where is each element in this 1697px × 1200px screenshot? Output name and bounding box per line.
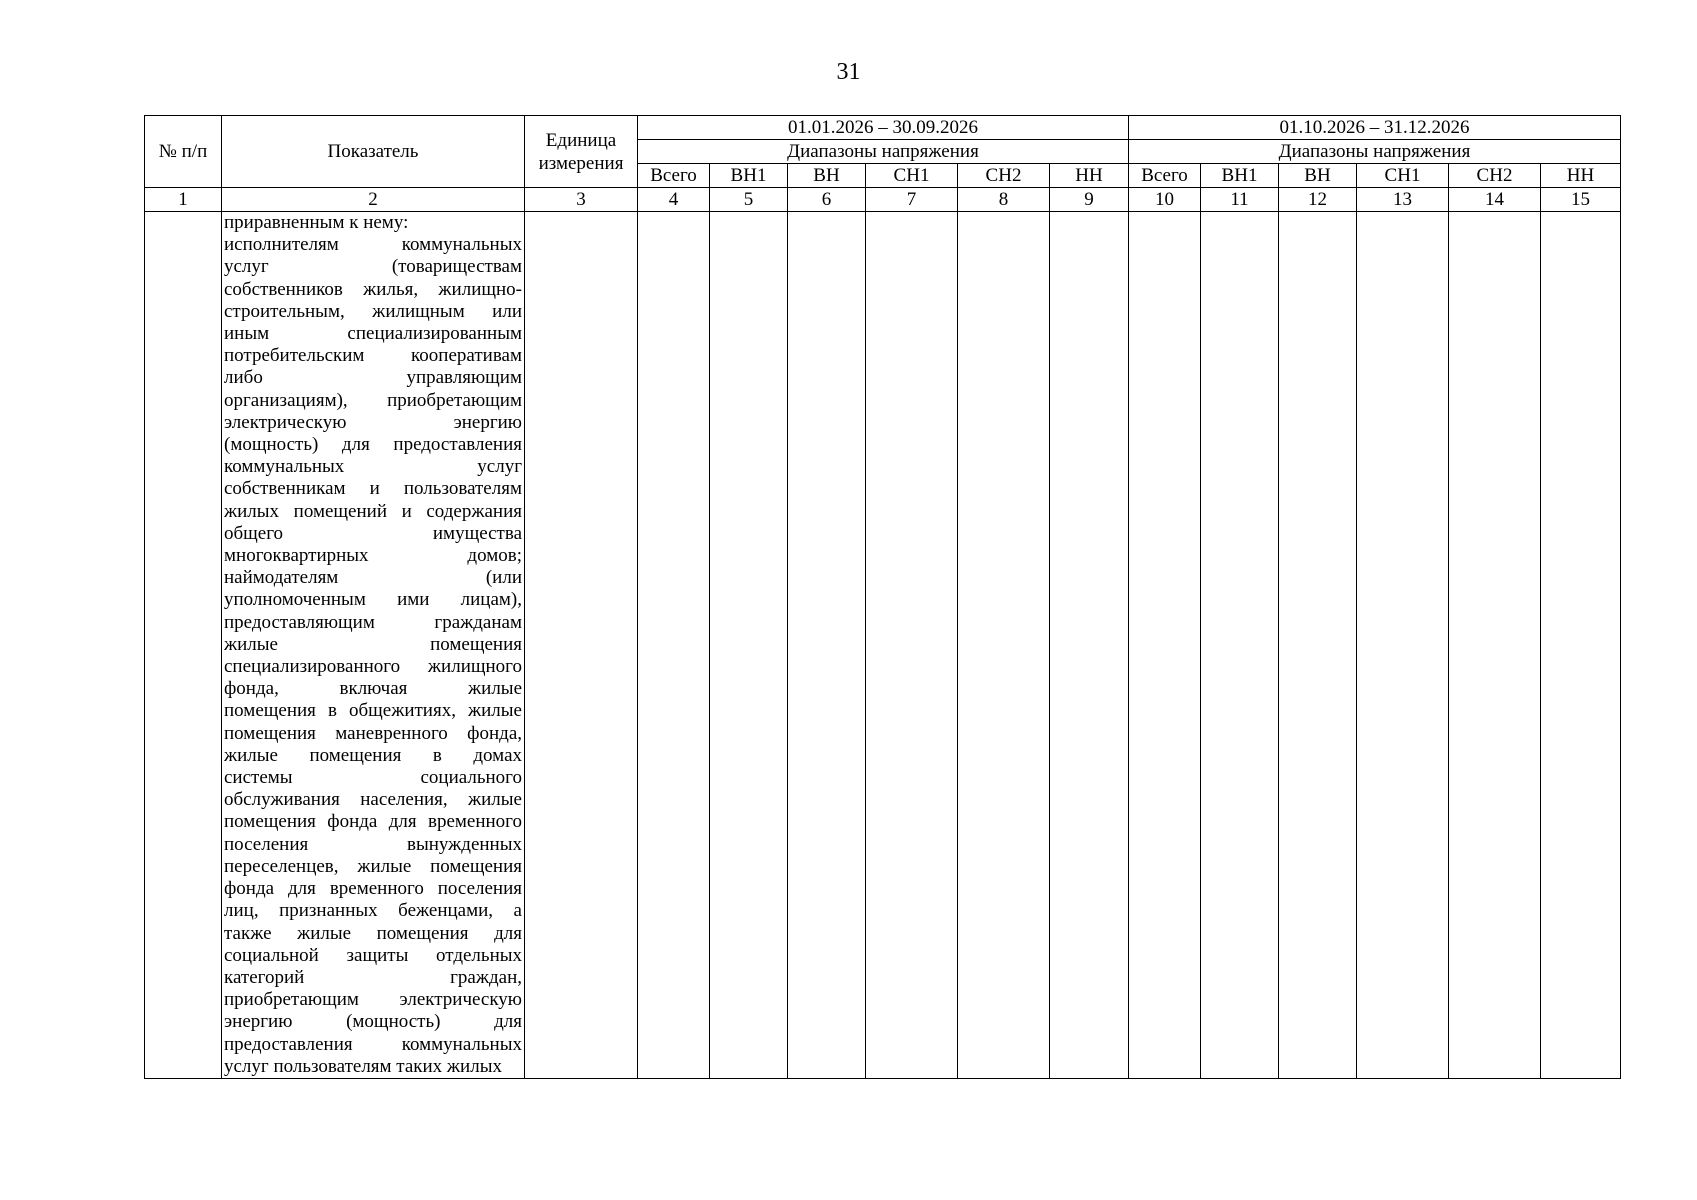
body-cell xyxy=(710,212,788,1079)
body-cell xyxy=(638,212,710,1079)
body-cell xyxy=(1201,212,1279,1079)
body-cell xyxy=(1129,212,1201,1079)
body-cell xyxy=(788,212,866,1079)
indicator-text-line: предоставляющим гражданам xyxy=(224,611,522,633)
indicator-text-line: жилые помещения xyxy=(224,633,522,655)
column-number-14: 14 xyxy=(1449,188,1541,212)
indicator-text-line: потребительским кооперативам xyxy=(224,345,522,367)
header-indicator: Показатель xyxy=(222,116,525,188)
indicator-text-line: строительным, жилищным или xyxy=(224,300,522,322)
body-cell-unit xyxy=(525,212,638,1079)
indicator-text-line: обслуживания населения, жилые xyxy=(224,789,522,811)
header-range-1-3: ВН xyxy=(788,164,866,188)
column-number-8: 8 xyxy=(958,188,1050,212)
header-ranges-1: Диапазоны напряжения xyxy=(638,140,1129,164)
header-unit: Единица измерения xyxy=(525,116,638,188)
header-range-1-6: НН xyxy=(1050,164,1129,188)
header-range-1-5: СН2 xyxy=(958,164,1050,188)
column-number-3: 3 xyxy=(525,188,638,212)
column-number-4: 4 xyxy=(638,188,710,212)
column-number-12: 12 xyxy=(1279,188,1357,212)
indicator-text-line: организациям), приобретающим xyxy=(224,389,522,411)
indicator-text-line: фонда для временного поселения xyxy=(224,878,522,900)
body-cell-indicator xyxy=(222,212,525,1079)
column-number-10: 10 xyxy=(1129,188,1201,212)
header-ranges-2: Диапазоны напряжения xyxy=(1129,140,1621,164)
indicator-text-line: либо управляющим xyxy=(224,367,522,389)
indicator-text-line: собственников жилья, жилищно- xyxy=(224,278,522,300)
indicator-text-line: жилых помещений и содержания xyxy=(224,500,522,522)
indicator-text-line: жилые помещения в домах xyxy=(224,744,522,766)
header-period-1: 01.01.2026 – 30.09.2026 xyxy=(638,116,1129,140)
indicator-text-line: предоставления коммунальных xyxy=(224,1033,522,1055)
header-range-1-4: СН1 xyxy=(866,164,958,188)
indicator-text-line: переселенцев, жилые помещения xyxy=(224,855,522,877)
column-number-6: 6 xyxy=(788,188,866,212)
indicator-text-line: собственникам и пользователям xyxy=(224,478,522,500)
indicator-text-line: наймодателям (или xyxy=(224,567,522,589)
indicator-text-line: социальной защиты отдельных xyxy=(224,944,522,966)
column-number-7: 7 xyxy=(866,188,958,212)
indicator-text-line: помещения фонда для временного xyxy=(224,811,522,833)
header-range-2-1: Всего xyxy=(1129,164,1201,188)
body-cell xyxy=(1279,212,1357,1079)
indicator-text-line: приобретающим электрическую xyxy=(224,989,522,1011)
indicator-text-line: услуг (товариществам xyxy=(224,256,522,278)
page-number: 31 xyxy=(836,59,861,85)
indicator-text-line: лиц, признанных беженцами, а xyxy=(224,900,522,922)
body-cell xyxy=(1357,212,1449,1079)
indicator-text-line: многоквартирных домов; xyxy=(224,545,522,567)
header-range-1-2: ВН1 xyxy=(710,164,788,188)
column-number-2: 2 xyxy=(222,188,525,212)
indicator-text-line: коммунальных услуг xyxy=(224,456,522,478)
header-range-2-6: НН xyxy=(1541,164,1621,188)
column-number-5: 5 xyxy=(710,188,788,212)
indicator-text-line: исполнителям коммунальных xyxy=(224,234,522,256)
indicator-text-line: фонда, включая жилые xyxy=(224,678,522,700)
indicator-text-line: поселения вынужденных xyxy=(224,833,522,855)
body-cell xyxy=(1449,212,1541,1079)
header-range-2-5: СН2 xyxy=(1449,164,1541,188)
indicator-text-line: также жилые помещения для xyxy=(224,922,522,944)
indicator-text-line: услуг пользователям таких жилых xyxy=(224,1055,502,1077)
indicator-text-line: (мощность) для предоставления xyxy=(224,434,522,456)
column-number-1: 1 xyxy=(145,188,222,212)
body-cell xyxy=(1050,212,1129,1079)
header-range-2-2: ВН1 xyxy=(1201,164,1279,188)
indicator-text-line: системы социального xyxy=(224,767,522,789)
indicator-text-line: категорий граждан, xyxy=(224,966,522,988)
body-cell xyxy=(866,212,958,1079)
indicator-text-line: энергию (мощность) для xyxy=(224,1011,522,1033)
body-cell-num xyxy=(145,212,222,1079)
indicator-text-line: иным специализированным xyxy=(224,323,522,345)
body-cell xyxy=(1541,212,1621,1079)
data-table xyxy=(144,115,1621,1079)
indicator-text-line: общего имущества xyxy=(224,522,522,544)
indicator-text-line: помещения маневренного фонда, xyxy=(224,722,522,744)
indicator-text-line: приравненным к нему: xyxy=(224,212,409,233)
header-period-2: 01.10.2026 – 31.12.2026 xyxy=(1129,116,1621,140)
body-cell xyxy=(958,212,1050,1079)
indicator-text-line: специализированного жилищного xyxy=(224,656,522,678)
column-number-11: 11 xyxy=(1201,188,1279,212)
indicator-text-line: электрическую энергию xyxy=(224,411,522,433)
indicator-text-line: уполномоченным ими лицам), xyxy=(224,589,522,611)
header-num: № п/п xyxy=(145,116,222,188)
header-range-2-4: СН1 xyxy=(1357,164,1449,188)
column-number-9: 9 xyxy=(1050,188,1129,212)
header-range-2-3: ВН xyxy=(1279,164,1357,188)
column-number-15: 15 xyxy=(1541,188,1621,212)
indicator-text-line: помещения в общежитиях, жилые xyxy=(224,700,522,722)
header-range-1-1: Всего xyxy=(638,164,710,188)
column-number-13: 13 xyxy=(1357,188,1449,212)
